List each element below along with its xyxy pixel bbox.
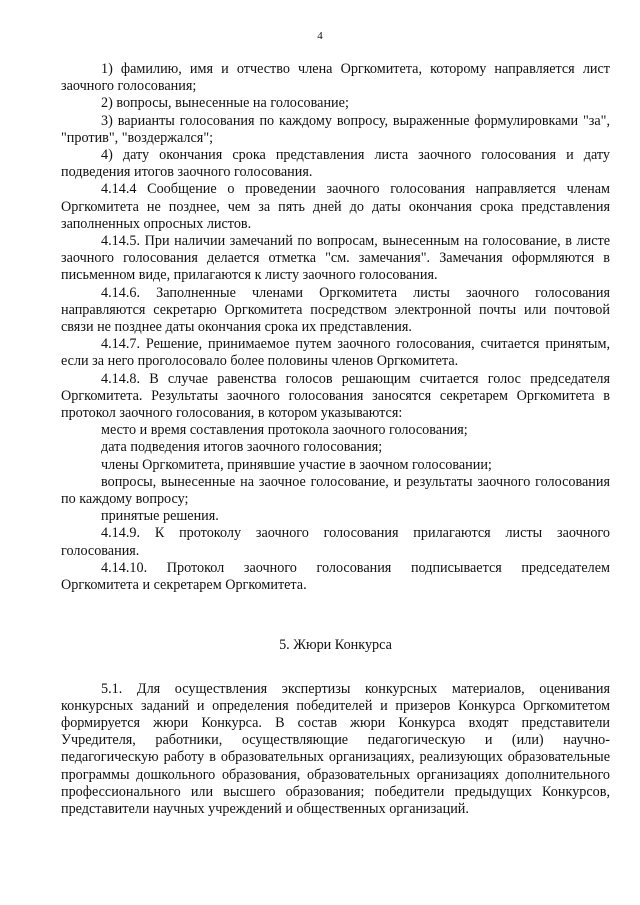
paragraph-item-1: 1) фамилию, имя и отчество члена Оргкомитета, которому направляется лист заочного голосования; <box>61 61 610 95</box>
section-title: 5. Жюри Конкурса <box>279 637 392 654</box>
paragraph-4-14-4: 4.14.4 Сообщение о проведении заочного голосования направляется членам Оргкомитета не позднее, чем за пять дней до даты окончания срока представления заполненных опросных листов. <box>61 181 610 232</box>
paragraph-5-1: 5.1. Для осуществления экспертизы конкурсных материалов, оценивания конкурсных заданий и определения победителей и призеров Конкурса Оргкомитетом формируется жюри Конкурса. В состав жюри Конкурса входят представители Учредителя, работники, осуществляющие педагогическую и (или) научно-педагогическую работу в образовательных организациях, реализующих образовательные программы дошкольного образования, образовательных организациях дополнительного профессионального или высшего образования; победители предыдущих Конкурсов, представители научных учреждений и общественных организаций. <box>61 680 610 817</box>
paragraph-4-14-6: 4.14.6. Заполненные членами Оргкомитета листы заочного голосования направляются секретарю Оргкомитета посредством электронной почты или почтовой связи не позднее даты окончания срока их представления. <box>61 284 610 336</box>
protocol-item-questions: вопросы, вынесенные на заочное голосование, и результаты заочного голосования по каждому вопросу; <box>61 473 610 508</box>
page-number: 4 <box>317 30 323 42</box>
paragraph-4-14-5: 4.14.5. При наличии замечаний по вопросам, вынесенным на голосование, в листе заочного голосования делается отметка "см. замечания". Замечания оформляются в письменном виде, прилагаются к листу заочного голосования. <box>61 233 610 284</box>
protocol-item-members: члены Оргкомитета, принявшие участие в заочном голосовании; <box>101 456 492 473</box>
paragraph-item-4: 4) дату окончания срока представления листа заочного голосования и дату подведения итогов заочного голосования. <box>61 147 610 181</box>
protocol-item-date: дата подведения итогов заочного голосования; <box>101 439 383 456</box>
paragraph-item-3: 3) варианты голосования по каждому вопросу, выраженные формулировками "за", "против", "воздержался"; <box>61 112 610 146</box>
protocol-item-decisions: принятые решения. <box>101 508 219 525</box>
document-body <box>61 61 610 818</box>
paragraph-4-14-9: 4.14.9. К протоколу заочного голосования прилагаются листы заочного голосования. <box>61 525 610 559</box>
protocol-item-place-time: место и время составления протокола заочного голосования; <box>101 422 468 439</box>
paragraph-4-14-10: 4.14.10. Протокол заочного голосования подписывается председателем Оргкомитета и секретарем Оргкомитета. <box>61 559 610 594</box>
paragraph-item-2: 2) вопросы, вынесенные на голосование; <box>101 95 349 112</box>
paragraph-4-14-8: 4.14.8. В случае равенства голосов решающим считается голос председателя Оргкомитета. Результаты заочного голосования заносятся секретарем Оргкомитета в протокол заочного голосования, в котором указываются: <box>61 370 610 422</box>
paragraph-4-14-7: 4.14.7. Решение, принимаемое путем заочного голосования, считается принятым, если за него проголосовало более половины членов Оргкомитета. <box>61 336 610 370</box>
